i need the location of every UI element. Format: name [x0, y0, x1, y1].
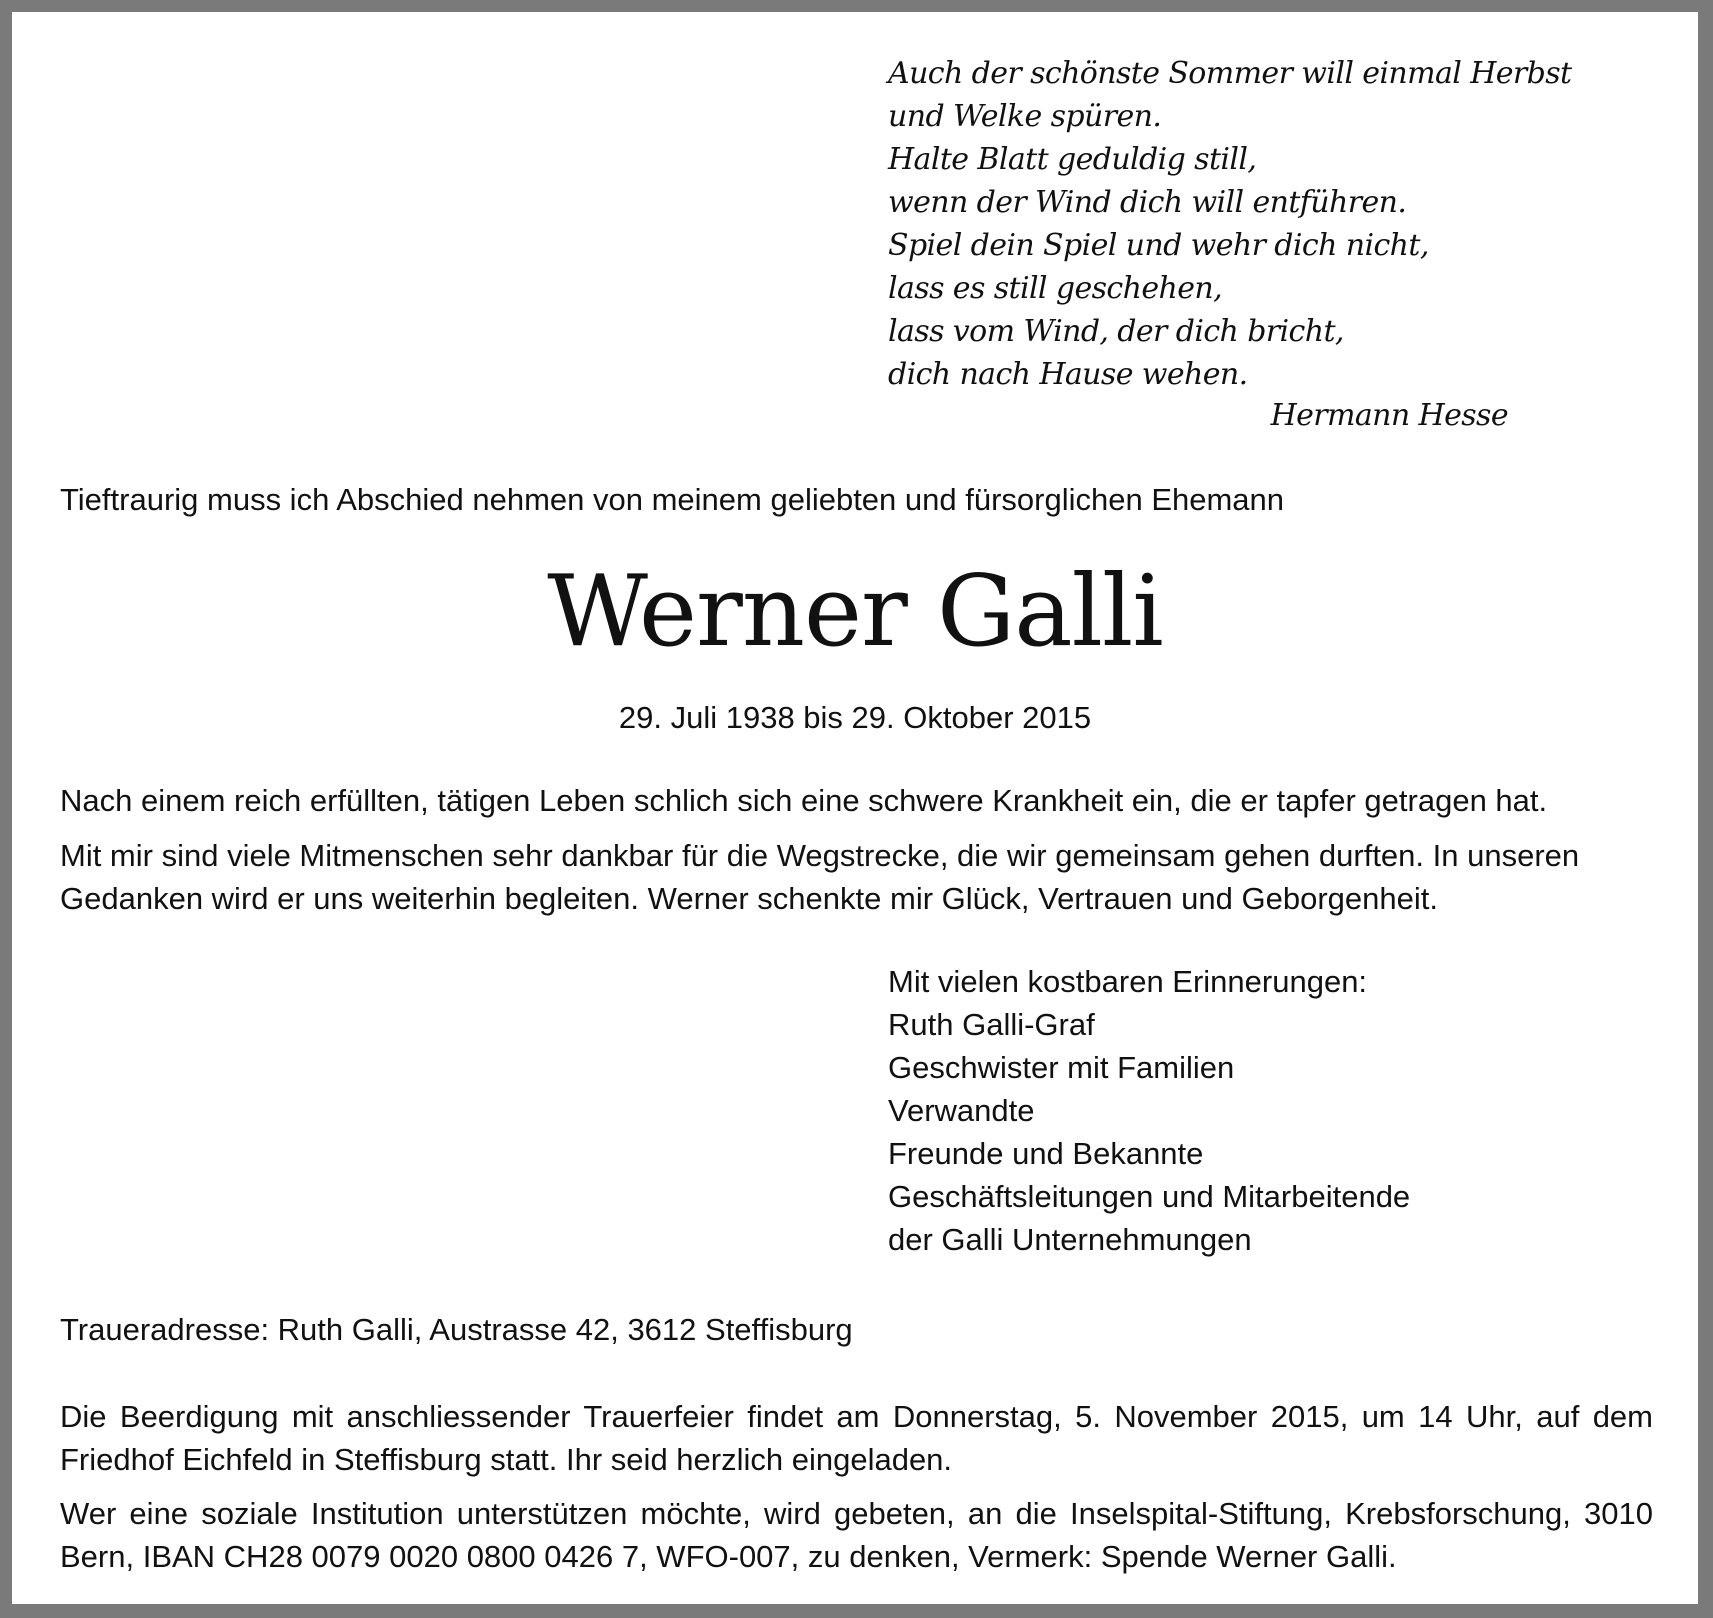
- intro-text: Tieftraurig muss ich Abschied nehmen von meinem geliebten und fürsorglichen Ehemann: [60, 482, 1285, 517]
- poem-line: lass vom Wind, der dich bricht,: [888, 314, 1344, 349]
- mourners-line: der Galli Unternehmungen: [888, 1222, 1252, 1257]
- mourners-list: [888, 960, 1410, 1261]
- funeral-info: Die Beerdigung mit anschliessender Trauerfeier findet am Donnerstag, 5. November 2015, um 14 Uhr, auf dem Friedhof Eichfeld in Steffisburg statt. Ihr seid herzlich eingeladen.: [60, 1399, 1653, 1477]
- poem-line: wenn der Wind dich will entführen.: [888, 185, 1407, 220]
- paragraph-life: Nach einem reich erfüllten, tätigen Leben schlich sich eine schwere Krankheit ein, die er tapfer getragen hat.: [60, 783, 1548, 818]
- poem-line: und Welke spüren.: [888, 99, 1162, 134]
- obituary-notice: [12, 12, 1698, 1604]
- mourners-line: Mit vielen kostbaren Erinnerungen:: [888, 964, 1368, 999]
- life-dates: 29. Juli 1938 bis 29. Oktober 2015: [618, 700, 1092, 735]
- mourners-line: Geschäftsleitungen und Mitarbeitende: [888, 1179, 1411, 1214]
- deceased-name: Werner Galli: [547, 555, 1163, 669]
- mourners-line: Freunde und Bekannte: [888, 1136, 1204, 1171]
- poem-line: lass es still geschehen,: [888, 271, 1223, 306]
- poem-line: Auch der schönste Sommer will einmal Herbst: [888, 56, 1572, 91]
- donation-info: Wer eine soziale Institution unterstützen möchte, wird gebeten, an die Inselspital-Stiftung, Krebsforschung, 3010 Bern, IBAN CH28 0079 0020 0800 0426 7, WFO-007, zu denken, Vermerk: Spende Werner Galli.: [60, 1496, 1653, 1574]
- poem-line: dich nach Hause wehen.: [888, 357, 1248, 392]
- mourning-address: Traueradresse: Ruth Galli, Austrasse 42, 3612 Steffisburg: [60, 1312, 853, 1347]
- mourners-line: Geschwister mit Familien: [888, 1050, 1235, 1085]
- mourners-line: Verwandte: [888, 1093, 1035, 1128]
- mourners-line: Ruth Galli-Graf: [888, 1007, 1095, 1042]
- poem-line: Spiel dein Spiel und wehr dich nicht,: [888, 228, 1429, 263]
- paragraph-gratitude: Mit mir sind viele Mitmenschen sehr dankbar für die Wegstrecke, die wir gemeinsam gehen durften. In unseren Gedanken wird er uns weiterhin begleiten. Werner schenkte mir Glück, Vertrauen und Geborgenheit.: [60, 838, 1580, 916]
- poem-line: Halte Blatt geduldig still,: [888, 142, 1257, 177]
- poem: [888, 52, 1572, 396]
- poem-author: Hermann Hesse: [1270, 398, 1508, 433]
